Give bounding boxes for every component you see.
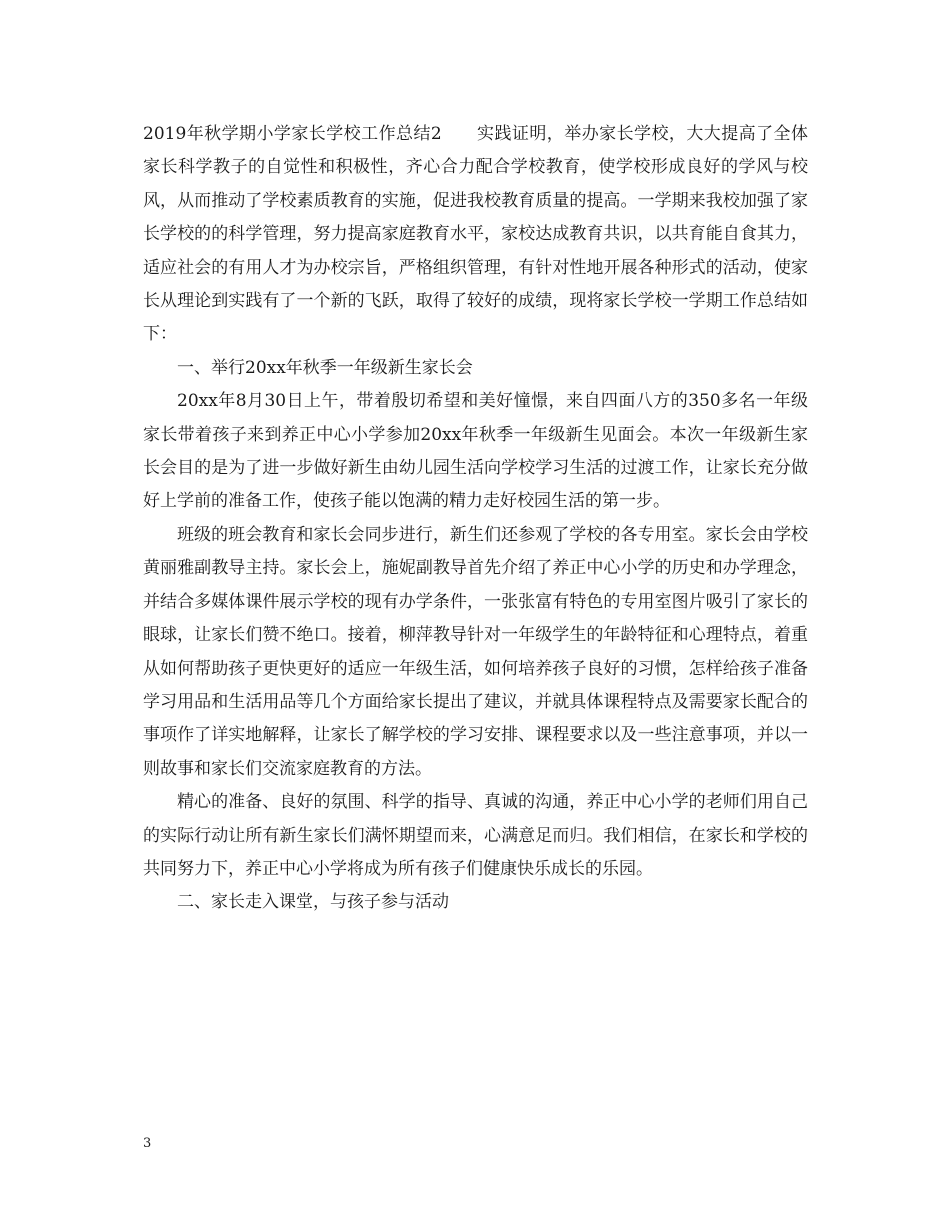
section-heading-1: 一、举行20xx年秋季一年级新生家长会 <box>177 357 473 378</box>
body-paragraph: 精心的准备、良好的氛围、科学的指导、真诚的沟通，养正中心小学的老师们用自己的实际行动让所有新生家长们满怀期望而来，心满意足而归。我们相信，在家长和学校的共同努力下，养正中心小学将成为所有孩子们健康快乐成长的乐园。 <box>143 792 808 879</box>
document-body <box>143 118 808 920</box>
section-heading-2: 二、家长走入课堂，与孩子参与活动 <box>177 892 449 913</box>
body-paragraph: 班级的班会教育和家长会同步进行，新生们还参观了学校的各专用室。家长会由学校黄丽雅副教导主持。家长会上，施妮副教导首先介绍了养正中心小学的历史和办学理念，并结合多媒体课件展示学校的现有办学条件，一张张富有特色的专用室图片吸引了家长的眼球，让家长们赞不绝口。接着，柳萍教导针对一年级学生的年龄特征和心理特点，着重从如何帮助孩子更快更好的适应一年级生活，如何培养孩子良好的习惯，怎样给孩子准备学习用品和生活用品等几个方面给家长提出了建议，并就具体课程特点及需要家长配合的事项作了详实地解释，让家长了解学校的学习安排、课程要求以及一些注意事项，并以一则故事和家长们交流家庭教育的方法。 <box>143 524 808 779</box>
body-paragraph: 20xx年8月30日上午，带着殷切希望和美好憧憬，来自四面八方的350多名一年级家长带着孩子来到养正中心小学参加20xx年秋季一年级新生见面会。本次一年级新生家长会目的是为了进一步做好新生由幼儿园生活向学校学习生活的过渡工作，让家长充分做好上学前的准备工作，使孩子能以饱满的精力走好校园生活的第一步。 <box>143 391 808 512</box>
intro-paragraph: 2019年秋学期小学家长学校工作总结2 实践证明，举办家长学校，大大提高了全体家长科学教子的自觉性和积极性，齐心合力配合学校教育，使学校形成良好的学风与校风，从而推动了学校素质教育的实施，促进我校教育质量的提高。一学期来我校加强了家长学校的的科学管理，努力提高家庭教育水平，家校达成教育共识，以共育能自食其力，适应社会的有用人才为办校宗旨，严格组织管理，有针对性地开展各种形式的活动，使家长从理论到实践有了一个新的飞跃，取得了较好的成绩，现将家长学校一学期工作总结如下： <box>143 124 808 345</box>
page-number: 3 <box>143 1136 152 1151</box>
